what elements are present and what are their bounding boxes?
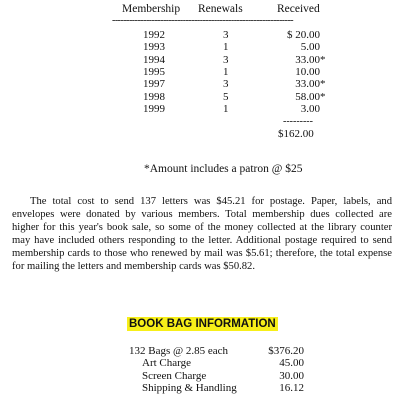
row-received: 33.00	[295, 53, 320, 66]
book-bag-item-label: 132 Bags @ 2.85 each	[129, 345, 229, 357]
row-received: 3.00	[300, 102, 320, 115]
book-bag-item-label: Art Charge	[142, 357, 191, 370]
row-renewals: 1	[223, 41, 229, 54]
row-received: 58.00	[295, 90, 320, 103]
row-received: $ 20.00	[287, 29, 320, 41]
book-bag-item-amount: 30.00	[279, 369, 304, 382]
book-bag-item-amount: $376.20	[268, 345, 304, 357]
patron-asterisk: *	[320, 90, 326, 103]
row-year: 1998	[143, 90, 165, 103]
patron-asterisk: *	[320, 53, 326, 66]
patron-asterisk: *	[320, 78, 326, 91]
total-rule: ---------	[283, 116, 313, 127]
row-received: 33.00	[295, 78, 320, 91]
header-received: Received	[277, 3, 320, 15]
header-renewals: Renewals	[198, 3, 243, 15]
cost-paragraph	[12, 195, 392, 273]
row-renewals: 3	[223, 53, 229, 66]
patron-footnote: *Amount includes a patron @ $25	[144, 163, 303, 175]
row-year: 1994	[143, 53, 165, 66]
book-bag-title: BOOK BAG INFORMATION	[129, 318, 276, 330]
book-bag-item-label: Shipping & Handling	[142, 382, 237, 395]
row-renewals: 5	[223, 90, 229, 103]
book-bag-item-label: Screen Charge	[142, 369, 207, 382]
cost-paragraph-text: The total cost to send 137 letters was $45.21 for postage. Paper, labels, and envelopes were donated by various members. Total membership dues collected are higher for this year's book sale, so some of the money collected at the library counter may have included others responding to the letter. Additional postage required to send membership cards to those who renewed by mail was $5.61; therefore, the total expense for mailing the letters and membership cards was $50.82.	[12, 196, 392, 272]
book-bag-item-amount: 45.00	[279, 357, 304, 370]
total-amount: $162.00	[278, 128, 314, 140]
header-membership: Membership	[122, 3, 181, 15]
header-divider: ----------------------------------------------------------------	[112, 15, 294, 26]
row-renewals: 1	[223, 102, 229, 115]
row-received: 10.00	[295, 65, 320, 78]
row-renewals: 1	[223, 65, 229, 78]
row-year: 1995	[143, 65, 165, 78]
row-year: 1992	[143, 29, 165, 41]
row-year: 1999	[143, 102, 165, 115]
row-renewals: 3	[223, 78, 229, 91]
row-year: 1997	[143, 78, 165, 91]
book-bag-item-amount: 16.12	[279, 382, 304, 395]
row-year: 1993	[143, 41, 165, 54]
row-renewals: 3	[223, 29, 229, 41]
row-received: 5.00	[300, 41, 320, 54]
